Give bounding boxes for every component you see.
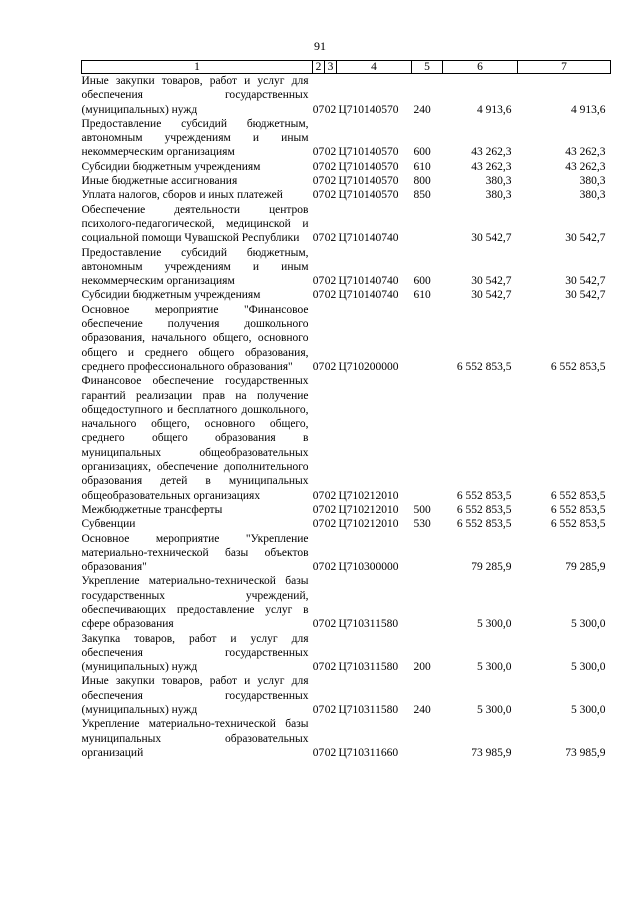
row-description: Основное мероприятие "Укрепление материально-технической базы объектов образования": [81, 532, 309, 574]
row-expense-type: [412, 203, 443, 246]
row-amount-year-2: 6 552 853,5: [550, 503, 606, 516]
row-amount-year-1: 73 985,9: [471, 746, 512, 759]
row-subsection-code: 02: [324, 175, 337, 188]
row-expense-type: 240: [413, 103, 431, 116]
header-col-6: 6: [443, 61, 518, 74]
row-target-code: Ц710300000: [338, 561, 399, 574]
table-row: [82, 160, 611, 174]
row-description: Закупка товаров, работ и услуг для обеспечения государственных (муниципальных) нужд: [81, 632, 309, 674]
table-row: [82, 117, 611, 160]
row-expense-type: 240: [413, 704, 431, 717]
row-description: Предоставление субсидий бюджетным, автономным учреждениям и иным некоммерческим организациям: [81, 117, 309, 159]
table-body: [82, 74, 611, 761]
row-expense-type: [412, 532, 443, 575]
table-row: [82, 517, 611, 531]
row-description: Межбюджетные трансферты: [81, 503, 223, 516]
row-amount-year-1: 30 542,7: [471, 289, 512, 302]
row-amount-year-2: 5 300,0: [571, 618, 606, 631]
row-target-code: Ц710140740: [338, 275, 399, 288]
row-section-code: 07: [312, 489, 325, 502]
row-subsection-code: 02: [324, 146, 337, 159]
row-section-code: 07: [312, 518, 325, 531]
row-expense-type: 200: [413, 661, 431, 674]
table-row: [82, 288, 611, 302]
table-row: [82, 246, 611, 289]
row-subsection-code: 02: [324, 489, 337, 502]
row-section-code: 07: [312, 561, 325, 574]
budget-table: [81, 60, 611, 760]
row-target-code: Ц710311580: [338, 661, 399, 674]
row-amount-year-1: 5 300,0: [477, 661, 512, 674]
row-subsection-code: 02: [324, 189, 337, 202]
row-amount-year-2: 30 542,7: [565, 289, 606, 302]
row-amount-year-2: 6 552 853,5: [550, 360, 606, 373]
row-subsection-code: 02: [324, 661, 337, 674]
row-subsection-code: 02: [324, 275, 337, 288]
row-amount-year-2: 5 300,0: [571, 704, 606, 717]
row-description: Укрепление материально-технической базы государственных учреждений, обеспечивающих предоставление услуг в сфере образования: [81, 575, 309, 631]
row-amount-year-2: 73 985,9: [565, 746, 606, 759]
row-amount-year-2: 43 262,3: [565, 146, 606, 159]
row-expense-type: [412, 717, 443, 760]
row-description: Укрепление материально-технической базы муниципальных образовательных организаций: [81, 718, 309, 759]
table-row: [82, 203, 611, 246]
row-expense-type: [412, 374, 443, 503]
header-col-4: 4: [337, 61, 412, 74]
row-section-code: 07: [312, 661, 325, 674]
row-description: Иные закупки товаров, работ и услуг для обеспечения государственных (муниципальных) нужд: [81, 675, 309, 717]
row-expense-type: 850: [413, 189, 431, 202]
table-row: [82, 74, 611, 117]
row-amount-year-1: 4 913,6: [477, 103, 512, 116]
row-description: Субсидии бюджетным учреждениям: [81, 289, 261, 302]
row-subsection-code: 02: [324, 103, 337, 116]
row-description: Иные бюджетные ассигнования: [81, 175, 238, 188]
page-number: 91: [314, 39, 326, 53]
row-subsection-code: 02: [324, 160, 337, 173]
row-subsection-code: 02: [324, 289, 337, 302]
row-amount-year-1: 43 262,3: [471, 146, 512, 159]
row-expense-type: 600: [413, 146, 431, 159]
row-amount-year-1: 6 552 853,5: [456, 489, 512, 502]
row-section-code: 07: [312, 103, 325, 116]
table-row: [82, 503, 611, 517]
row-target-code: Ц710200000: [338, 360, 399, 373]
row-target-code: Ц710140570: [338, 160, 399, 173]
table-row: [82, 532, 611, 575]
table-row: [82, 303, 611, 374]
row-target-code: Ц710140570: [338, 146, 399, 159]
row-amount-year-1: 6 552 853,5: [456, 360, 512, 373]
row-target-code: Ц710311580: [338, 704, 399, 717]
row-section-code: 07: [312, 275, 325, 288]
header-col-3: 3: [325, 61, 337, 74]
row-target-code: Ц710212010: [338, 503, 399, 516]
row-subsection-code: 02: [324, 704, 337, 717]
row-description: Обеспечение деятельности центров психолого-педагогической, медицинской и социальной помощи Чувашской Республики: [81, 203, 309, 245]
row-target-code: Ц710140740: [338, 289, 399, 302]
row-section-code: 07: [312, 175, 325, 188]
row-amount-year-1: 30 542,7: [471, 275, 512, 288]
row-section-code: 07: [312, 289, 325, 302]
table-row: [82, 174, 611, 188]
row-target-code: Ц710140570: [338, 175, 399, 188]
row-amount-year-1: 6 552 853,5: [456, 503, 512, 516]
row-amount-year-2: 4 913,6: [571, 103, 606, 116]
table-row: [82, 574, 611, 631]
row-target-code: Ц710311660: [338, 746, 399, 759]
row-expense-type: [412, 574, 443, 631]
row-target-code: Ц710212010: [338, 489, 399, 502]
row-amount-year-1: 6 552 853,5: [456, 518, 512, 531]
row-subsection-code: 02: [324, 232, 337, 245]
row-amount-year-1: 79 285,9: [471, 561, 512, 574]
row-amount-year-1: 380,3: [485, 175, 512, 188]
row-description: Субвенции: [81, 518, 136, 531]
table-row: [82, 374, 611, 503]
row-subsection-code: 02: [324, 561, 337, 574]
row-description: Предоставление субсидий бюджетным, автономным учреждениям и иным некоммерческим организациям: [81, 246, 309, 288]
row-expense-type: 610: [413, 289, 431, 302]
row-expense-type: 800: [413, 175, 431, 188]
row-amount-year-1: 43 262,3: [471, 160, 512, 173]
row-expense-type: [412, 303, 443, 374]
row-target-code: Ц710140740: [338, 232, 399, 245]
row-description: Основное мероприятие "Финансовое обеспечение получения дошкольного образования, начального общего, основного общего и среднего общего образования, среднего профессионального образования": [81, 303, 309, 373]
row-expense-type: 600: [413, 275, 431, 288]
row-section-code: 07: [312, 360, 325, 373]
row-amount-year-2: 79 285,9: [565, 561, 606, 574]
row-section-code: 07: [312, 232, 325, 245]
header-col-2: 2: [313, 61, 325, 74]
row-target-code: Ц710212010: [338, 518, 399, 531]
row-subsection-code: 02: [324, 518, 337, 531]
row-description: Иные закупки товаров, работ и услуг для обеспечения государственных (муниципальных) нужд: [81, 75, 309, 116]
row-amount-year-2: 6 552 853,5: [550, 518, 606, 531]
row-expense-type: 610: [413, 160, 431, 173]
row-section-code: 07: [312, 618, 325, 631]
row-subsection-code: 02: [324, 746, 337, 759]
row-subsection-code: 02: [324, 360, 337, 373]
row-section-code: 07: [312, 704, 325, 717]
table-row: [82, 717, 611, 760]
row-expense-type: 500: [413, 503, 431, 516]
row-section-code: 07: [312, 189, 325, 202]
table-row: [82, 674, 611, 717]
row-description: Субсидии бюджетным учреждениям: [81, 160, 261, 173]
row-amount-year-2: 5 300,0: [571, 661, 606, 674]
table-header-row: [82, 61, 611, 74]
row-amount-year-1: 5 300,0: [477, 618, 512, 631]
row-amount-year-1: 30 542,7: [471, 232, 512, 245]
row-description: Уплата налогов, сборов и иных платежей: [81, 189, 283, 202]
row-expense-type: 530: [413, 518, 431, 531]
table-row: [82, 188, 611, 202]
row-section-code: 07: [312, 146, 325, 159]
row-description: Финансовое обеспечение государственных гарантий реализации прав на получение общедоступного и бесплатного дошкольного, начального общего, основного общего, среднего общего образования в муниципальных общеобразовательных организациях, обеспечение дополнительного образования детей в муниципальных общеобразовательных организациях: [81, 375, 309, 502]
row-amount-year-2: 6 552 853,5: [550, 489, 606, 502]
row-section-code: 07: [312, 160, 325, 173]
header-col-1: 1: [82, 61, 313, 74]
header-col-5: 5: [412, 61, 443, 74]
row-target-code: Ц710140570: [338, 189, 399, 202]
row-subsection-code: 02: [324, 618, 337, 631]
row-amount-year-1: 380,3: [485, 189, 512, 202]
header-col-7: 7: [518, 61, 611, 74]
row-section-code: 07: [312, 503, 325, 516]
row-amount-year-2: 380,3: [579, 175, 606, 188]
row-subsection-code: 02: [324, 503, 337, 516]
row-amount-year-2: 380,3: [579, 189, 606, 202]
row-amount-year-2: 30 542,7: [565, 232, 606, 245]
row-amount-year-2: 43 262,3: [565, 160, 606, 173]
row-target-code: Ц710140570: [338, 103, 399, 116]
table-row: [82, 632, 611, 675]
row-amount-year-1: 5 300,0: [477, 704, 512, 717]
row-target-code: Ц710311580: [338, 618, 399, 631]
row-section-code: 07: [312, 746, 325, 759]
row-amount-year-2: 30 542,7: [565, 275, 606, 288]
